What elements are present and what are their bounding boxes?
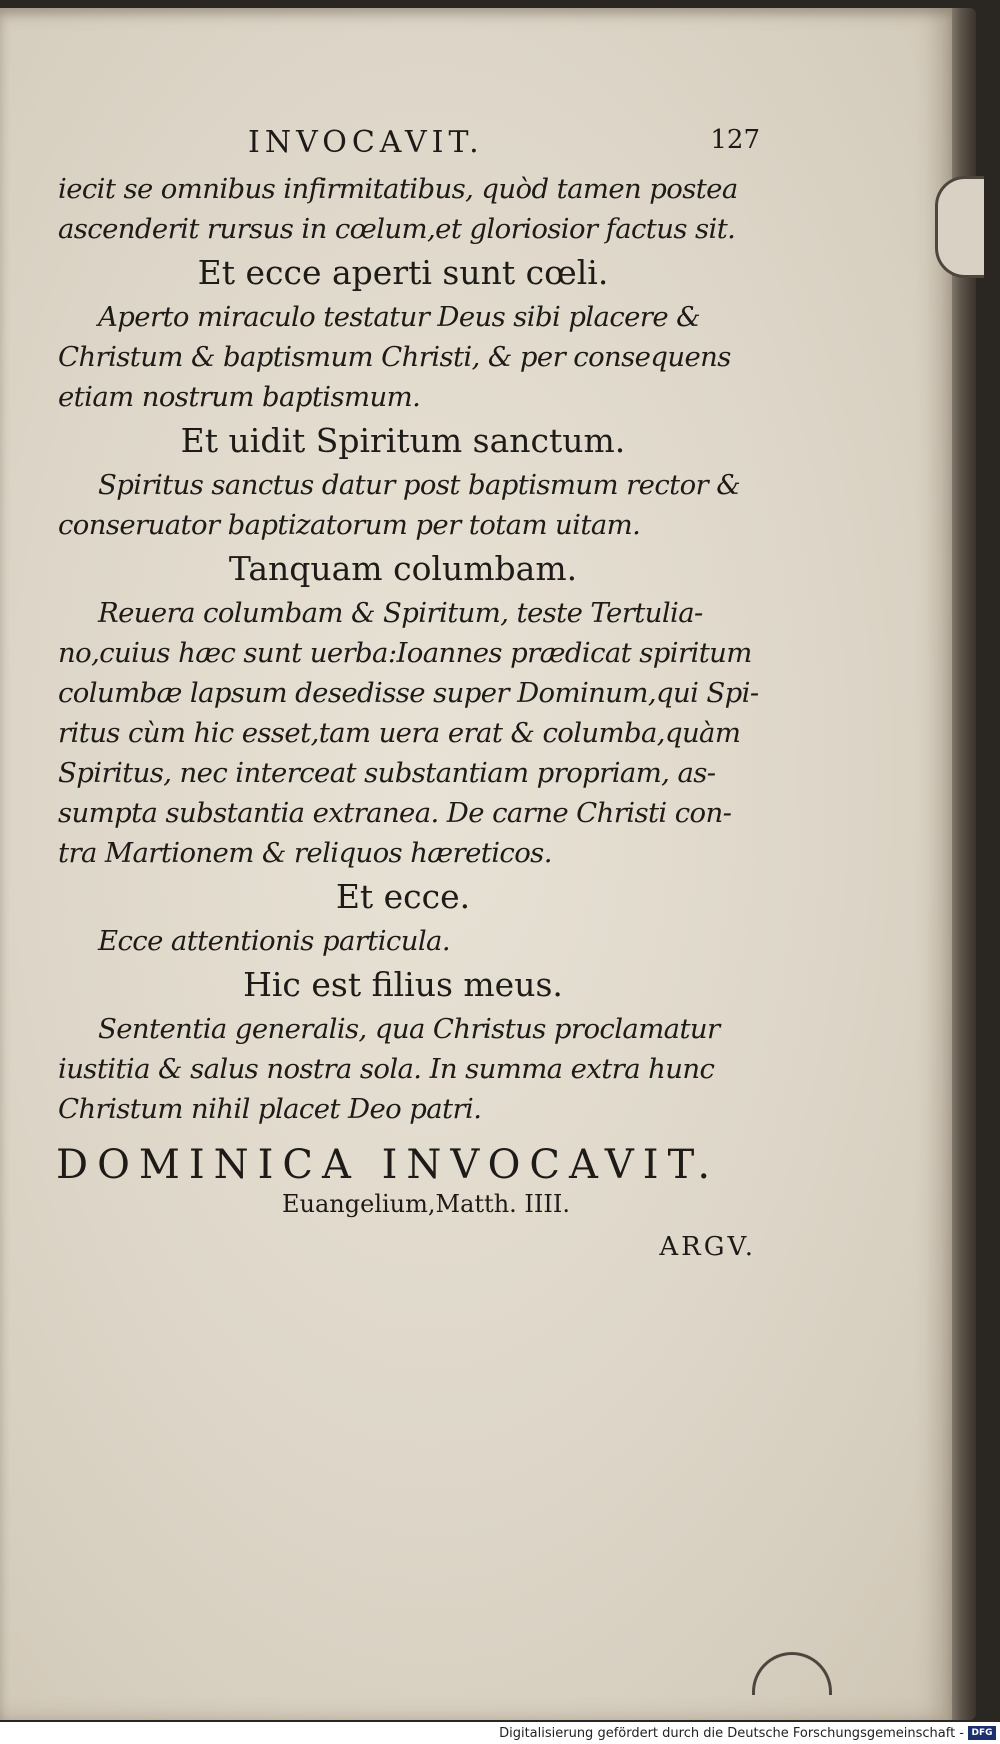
page-text bbox=[58, 125, 760, 1129]
text-line: iecit se omnibus infirmitatibus, quòd tamen postea bbox=[58, 173, 738, 205]
text-line: Christum & baptismum Christi, & per consequens bbox=[58, 341, 731, 373]
section-subtitle: Euangelium,Matth. IIII. bbox=[282, 1190, 570, 1218]
lemma-heading: Et ecce aperti sunt cœli. bbox=[197, 253, 609, 292]
running-head-title: INVOCAVIT. bbox=[248, 125, 484, 160]
text-line: Aperto miraculo testatur Deus sibi placere & bbox=[98, 301, 701, 333]
text-line: columbæ lapsum desedisse super Dominum,qui Spi- bbox=[58, 677, 759, 709]
text-line: Christum nihil placet Deo patri. bbox=[58, 1093, 482, 1125]
text-line: etiam nostrum baptismum. bbox=[58, 381, 421, 413]
text-line: Spiritus, nec interceat substantiam propriam, as- bbox=[58, 757, 716, 789]
running-head bbox=[58, 125, 760, 169]
lemma-heading: Et ecce. bbox=[335, 877, 471, 916]
text-line: Reuera columbam & Spiritum, teste Tertulia- bbox=[98, 597, 703, 629]
digitization-footer bbox=[0, 1722, 1000, 1744]
text-line: sumpta substantia extranea. De carne Christi con- bbox=[58, 797, 732, 829]
text-line: ascenderit rursus in cœlum,et gloriosior factus sit. bbox=[58, 213, 736, 245]
text-line: no,cuius hæc sunt uerba:Ioannes prædicat spiritum bbox=[58, 637, 752, 669]
dfg-logo: DFG bbox=[968, 1726, 996, 1740]
lemma-heading: Tanquam columbam. bbox=[228, 549, 578, 588]
page-tab-marker bbox=[935, 176, 984, 278]
page-number: 127 bbox=[710, 125, 760, 155]
text-line: Sententia generalis, qua Christus proclamatur bbox=[98, 1013, 720, 1045]
catchword: ARGV. bbox=[659, 1232, 756, 1262]
lemma-heading: Hic est filius meus. bbox=[243, 965, 563, 1004]
text-line: conseruator baptizatorum per totam uitam. bbox=[58, 509, 641, 541]
section-heading bbox=[56, 1142, 756, 1262]
text-line: iustitia & salus nostra sola. In summa extra hunc bbox=[58, 1053, 715, 1085]
footer-credit: Digitalisierung gefördert durch die Deutsche Forschungsgemeinschaft - bbox=[499, 1726, 964, 1741]
body-text bbox=[58, 169, 759, 1129]
lemma-heading: Et uidit Spiritum sanctum. bbox=[180, 421, 626, 460]
text-line: Spiritus sanctus datur post baptismum rector & bbox=[98, 469, 741, 501]
text-line: ritus cùm hic esset,tam uera erat & columba,quàm bbox=[58, 717, 741, 749]
text-line: Ecce attentionis particula. bbox=[98, 925, 450, 957]
section-title: DOMINICA INVOCAVIT. bbox=[56, 1142, 720, 1188]
text-line: tra Martionem & reliquos hæreticos. bbox=[58, 837, 552, 869]
